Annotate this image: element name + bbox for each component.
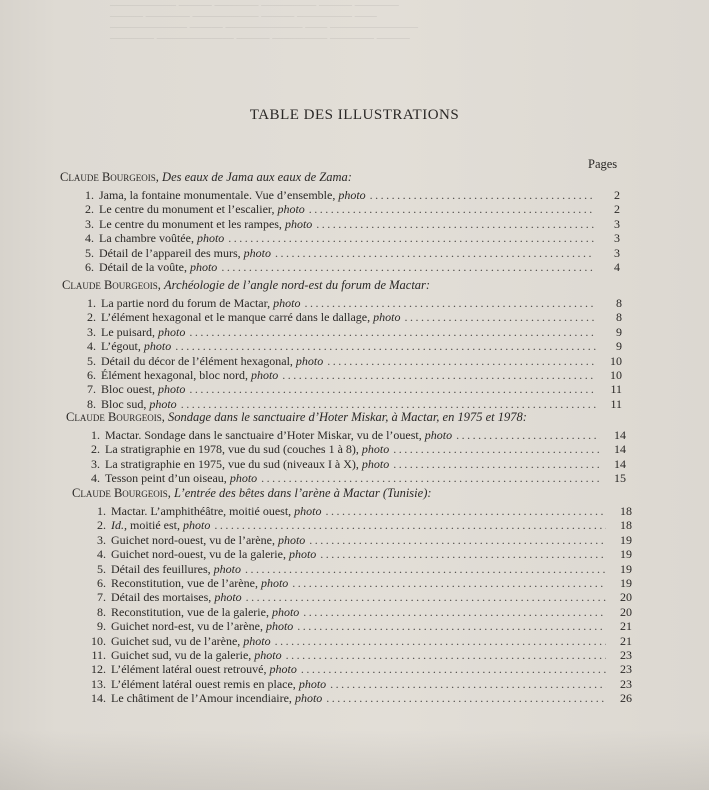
bleed-through-text: —————— ——— ———— ————— ——— ———— ——— ———— —————— ——— ————— —— ——————— ——— ——————— —— ———————— ———— ——————— ——— ————— ———— ——— — [110, 0, 418, 44]
section-heading — [66, 410, 626, 428]
page-title: TABLE DES ILLUSTRATIONS — [249, 107, 460, 123]
section-work-title: Des eaux de Jama aux eaux de Zama: — [162, 170, 352, 184]
entry-number: 3. — [87, 324, 96, 339]
entry-number: 4. — [97, 547, 106, 562]
entry-number: 12. — [91, 662, 106, 677]
entry-text: L’élément hexagonal et le manque carré dans le dallage, photo — [101, 310, 401, 325]
dot-leader — [404, 310, 596, 325]
entry-number: 4. — [87, 339, 96, 354]
entry-number: 7. — [97, 590, 106, 605]
list-item — [72, 662, 632, 676]
entry-text: Élément hexagonal, bloc nord, photo — [101, 367, 279, 382]
entry-text: Reconstitution, vue de l’arène, photo — [111, 575, 289, 590]
list-item — [72, 677, 632, 691]
list-item — [60, 231, 620, 245]
list-item — [72, 533, 632, 547]
list-item — [60, 217, 620, 231]
entry-page: 3 — [614, 216, 620, 231]
dot-leader — [326, 691, 606, 706]
entry-number: 5. — [97, 561, 106, 576]
section-author: Claude Bourgeois, — [62, 278, 161, 292]
section-jama — [60, 170, 620, 274]
pages-column-header: Pages — [588, 157, 618, 171]
list-item — [72, 590, 632, 604]
entry-page: 2 — [614, 202, 620, 217]
dot-leader — [175, 339, 596, 354]
entry-text: La chambre voûtée, photo — [99, 231, 225, 246]
dot-leader — [261, 471, 600, 486]
dot-leader — [370, 188, 594, 203]
entry-number: 8. — [87, 396, 96, 411]
entry-page: 18 — [620, 518, 632, 533]
list-item — [62, 368, 622, 382]
entry-page: 21 — [620, 619, 632, 634]
list-item — [72, 605, 632, 619]
entry-page: 2 — [614, 188, 620, 202]
list-item — [72, 691, 632, 705]
dot-leader — [320, 547, 606, 562]
entry-page: 10 — [610, 367, 622, 382]
entry-page: 23 — [620, 676, 632, 691]
entry-text: Guichet nord-est, vu de l’arène, photo — [111, 619, 294, 634]
entry-page: 26 — [620, 691, 632, 706]
entry-page: 9 — [616, 339, 622, 354]
entry-text: Guichet sud, vu de la galerie, photo — [111, 647, 282, 662]
entry-number: 5. — [85, 245, 94, 260]
dot-leader — [456, 428, 600, 443]
dot-leader — [275, 246, 594, 261]
entry-page: 11 — [610, 396, 622, 411]
entry-page: 18 — [620, 504, 632, 518]
list-item — [72, 619, 632, 633]
entry-number: 4. — [91, 471, 100, 486]
dot-leader — [304, 296, 596, 311]
dot-leader — [282, 368, 596, 383]
entry-text: Jama, la fontaine monumentale. Vue d’ensemble, photo — [99, 188, 366, 202]
list-item — [72, 504, 632, 518]
entry-page: 10 — [610, 353, 622, 368]
dot-leader — [303, 605, 606, 620]
entry-number: 2. — [97, 518, 106, 533]
entry-page: 8 — [616, 310, 622, 325]
entry-number: 9. — [97, 619, 106, 634]
section-author: Claude Bourgeois, — [60, 170, 159, 184]
entry-page: 3 — [614, 245, 620, 260]
section-heading — [62, 278, 622, 296]
dot-leader — [326, 504, 606, 519]
section-forum-mactar — [62, 278, 622, 411]
dot-leader — [214, 518, 606, 533]
list-item — [62, 354, 622, 368]
dot-leader — [245, 562, 606, 577]
section-author: Claude Bourgeois, — [72, 486, 171, 500]
entry-number: 1. — [91, 428, 100, 442]
dot-leader — [221, 260, 594, 275]
list-item — [66, 442, 626, 456]
entry-page: 3 — [614, 231, 620, 246]
list-item — [66, 471, 626, 485]
dot-leader — [292, 576, 606, 591]
entry-number: 6. — [87, 367, 96, 382]
dot-leader — [297, 619, 606, 634]
dot-leader — [286, 648, 606, 663]
entry-number: 2. — [91, 442, 100, 457]
section-author: Claude Bourgeois, — [66, 410, 165, 424]
entry-page: 19 — [620, 532, 632, 547]
entry-text: Détail de l’appareil des murs, photo — [99, 245, 271, 260]
section-heading — [72, 486, 632, 504]
entry-page: 11 — [610, 382, 622, 397]
dot-leader — [316, 217, 594, 232]
page-shadow — [0, 730, 709, 790]
entry-number: 1. — [87, 296, 96, 310]
list-item — [72, 518, 632, 532]
list-item — [60, 246, 620, 260]
list-item — [72, 648, 632, 662]
list-item — [62, 382, 622, 396]
entry-text: Bloc sud, photo — [101, 396, 177, 411]
entry-text: Détail des feuillures, photo — [111, 561, 241, 576]
entry-text: La stratigraphie en 1975, vue du sud (niveaux I à X), photo — [105, 456, 390, 471]
entry-number: 2. — [87, 310, 96, 325]
entry-text: Bloc ouest, photo — [101, 382, 186, 397]
entry-page: 8 — [616, 296, 622, 310]
dot-leader — [327, 354, 596, 369]
list-item — [62, 325, 622, 339]
entry-text: La stratigraphie en 1978, vue du sud (couches 1 à 8), photo — [105, 442, 390, 457]
dot-leader — [228, 231, 594, 246]
dot-leader — [189, 382, 596, 397]
dot-leader — [393, 442, 600, 457]
list-item — [72, 576, 632, 590]
entry-text: Détail des mortaises, photo — [111, 590, 242, 605]
entry-text: Le puisard, photo — [101, 324, 186, 339]
list-item — [60, 260, 620, 274]
list-item — [60, 188, 620, 202]
dot-leader — [246, 590, 606, 605]
entry-text: Guichet sud, vu de l’arène, photo — [111, 633, 271, 648]
section-work-title: L’entrée des bêtes dans l’arène à Mactar (Tunisie): — [174, 486, 432, 500]
entry-number: 1. — [85, 188, 94, 202]
entry-text: Tesson peint d’un oiseau, photo — [105, 471, 258, 486]
dot-leader — [309, 533, 606, 548]
entry-number: 4. — [85, 231, 94, 246]
entry-page: 4 — [614, 259, 620, 274]
section-work-title: Sondage dans le sanctuaire d’Hoter Miskar, à Mactar, en 1975 et 1978: — [168, 410, 527, 424]
entry-number: 11. — [91, 647, 106, 662]
entry-text: Détail du décor de l’élément hexagonal, photo — [101, 353, 324, 368]
entry-text: Guichet nord-ouest, vu de la galerie, photo — [111, 547, 317, 562]
entry-text: L’égout, photo — [101, 339, 172, 354]
list-item — [72, 562, 632, 576]
entry-text: L’élément latéral ouest remis en place, photo — [111, 676, 327, 691]
entry-page: 21 — [620, 633, 632, 648]
entry-number: 1. — [97, 504, 106, 518]
entry-page: 14 — [614, 442, 626, 457]
dot-leader — [275, 634, 606, 649]
entry-text: Mactar. L’amphithéâtre, moitié ouest, photo — [111, 504, 322, 518]
entry-text: Reconstitution, vue de la galerie, photo — [111, 604, 300, 619]
entry-text: La partie nord du forum de Mactar, photo — [101, 296, 301, 310]
list-item — [62, 296, 622, 310]
dot-leader — [393, 457, 600, 472]
list-item — [62, 339, 622, 353]
list-item — [66, 457, 626, 471]
entry-page: 19 — [620, 575, 632, 590]
entry-text: Détail de la voûte, photo — [99, 259, 218, 274]
entry-page: 14 — [614, 456, 626, 471]
entry-number: 7. — [87, 382, 96, 397]
entry-text: Mactar. Sondage dans le sanctuaire d’Hoter Miskar, vu de l’ouest, photo — [105, 428, 453, 442]
entry-page: 20 — [620, 590, 632, 605]
entry-number: 14. — [91, 691, 106, 706]
entry-text: L’élément latéral ouest retrouvé, photo — [111, 662, 297, 677]
list-item — [60, 202, 620, 216]
entry-page: 19 — [620, 561, 632, 576]
entry-number: 3. — [97, 532, 106, 547]
entry-page: 23 — [620, 647, 632, 662]
entry-number: 3. — [91, 456, 100, 471]
list-item — [72, 634, 632, 648]
list-item — [66, 428, 626, 442]
entry-text: Guichet nord-ouest, vu de l’arène, photo — [111, 532, 306, 547]
section-heading — [60, 170, 620, 188]
entry-text: Le châtiment de l’Amour incendiaire, photo — [111, 691, 323, 706]
entry-number: 10. — [91, 633, 106, 648]
list-item — [72, 547, 632, 561]
entry-number: 5. — [87, 353, 96, 368]
list-item — [62, 397, 622, 411]
entry-page: 23 — [620, 662, 632, 677]
list-item — [62, 310, 622, 324]
entry-number: 2. — [85, 202, 94, 217]
dot-leader — [301, 662, 606, 677]
entry-number: 3. — [85, 216, 94, 231]
section-hoter-miskar — [66, 410, 626, 486]
entry-page: 20 — [620, 604, 632, 619]
entry-page: 9 — [616, 324, 622, 339]
entry-text: Le centre du monument et l’escalier, photo — [99, 202, 305, 217]
section-work-title: Archéologie de l’angle nord-est du forum de Mactar: — [164, 278, 431, 292]
entry-text: Id., moitié est, photo — [111, 518, 211, 533]
section-arene-mactar — [72, 486, 632, 705]
entry-page: 19 — [620, 547, 632, 562]
entry-page: 14 — [614, 428, 626, 442]
entry-text: Le centre du monument et les rampes, photo — [99, 216, 313, 231]
entry-number: 8. — [97, 604, 106, 619]
dot-leader — [189, 325, 596, 340]
entry-number: 13. — [91, 676, 106, 691]
dot-leader — [309, 202, 594, 217]
entry-number: 6. — [85, 259, 94, 274]
entry-page: 15 — [614, 471, 626, 486]
entry-number: 6. — [97, 575, 106, 590]
dot-leader — [330, 677, 606, 692]
